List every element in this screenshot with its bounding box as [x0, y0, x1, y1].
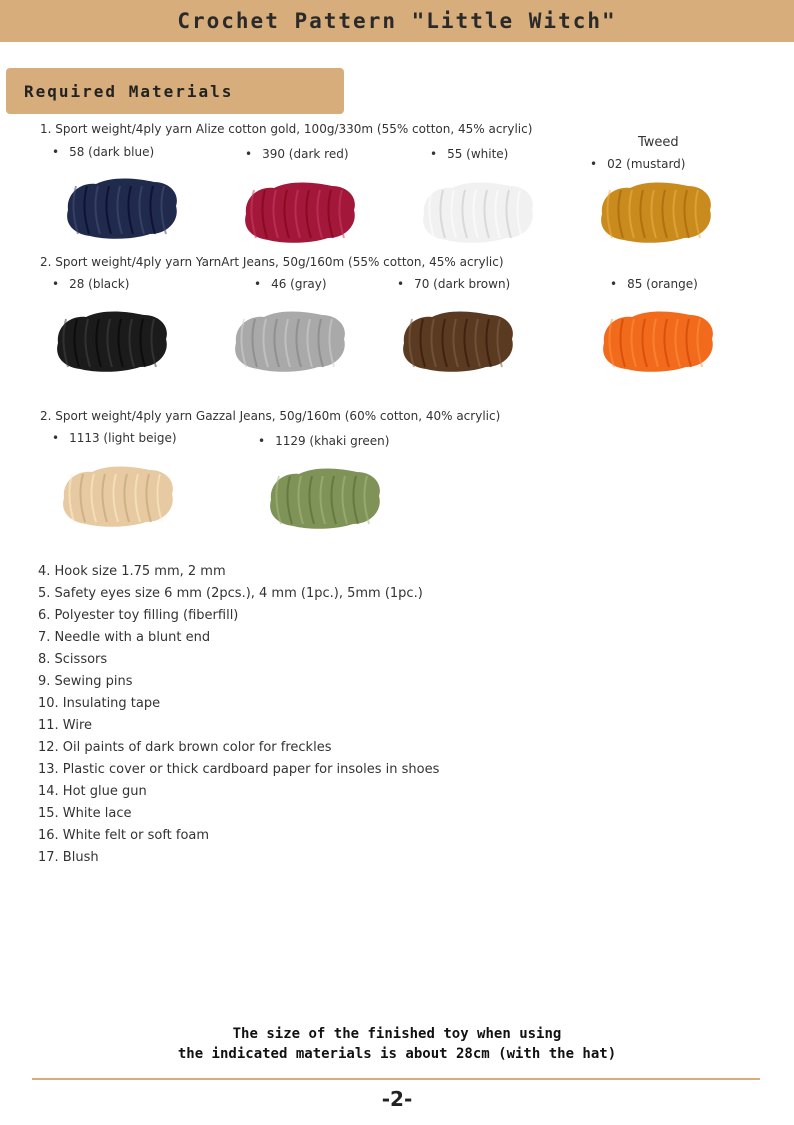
color-label-black: • 28 (black) [52, 277, 129, 291]
color-label-mustard: • 02 (mustard) [590, 157, 685, 171]
swatch-mustard [596, 176, 716, 248]
yarn-group-3-title: 2. Sport weight/4ply yarn Gazzal Jeans, 50g/160m (60% cotton, 40% acrylic) [40, 409, 501, 423]
materials-list [38, 561, 439, 869]
color-label-khaki-green: • 1129 (khaki green) [258, 434, 389, 448]
section-title: Required Materials [24, 81, 234, 101]
color-label-dark-blue: • 58 (dark blue) [52, 145, 154, 159]
color-label-orange: • 85 (orange) [610, 277, 698, 291]
yarn-group-1-title: 1. Sport weight/4ply yarn Alize cotton gold, 100g/330m (55% cotton, 45% acrylic) [40, 122, 533, 136]
color-label-white: • 55 (white) [430, 147, 508, 161]
material-item: 15. White lace [38, 806, 132, 821]
page-number: -2- [381, 1087, 413, 1111]
footer-divider [32, 1078, 760, 1080]
material-item: 7. Needle with a blunt end [38, 630, 211, 645]
material-item: 4. Hook size 1.75 mm, 2 mm [38, 564, 226, 579]
swatch-white [418, 176, 538, 248]
swatch-dark-brown [398, 305, 518, 377]
tweed-label: Tweed [638, 135, 679, 150]
color-label-light-beige: • 1113 (light beige) [52, 431, 177, 445]
section-header [6, 68, 344, 114]
material-item: 6. Polyester toy filling (fiberfill) [38, 608, 239, 623]
material-item: 13. Plastic cover or thick cardboard paper for insoles in shoes [38, 762, 440, 777]
material-item: 14. Hot glue gun [38, 784, 147, 799]
page-title: Crochet Pattern "Little Witch" [177, 9, 617, 33]
color-label-gray: • 46 (gray) [254, 277, 327, 291]
swatch-khaki-green [265, 462, 385, 534]
size-note-line-2: the indicated materials is about 28cm (with the hat) [177, 1046, 617, 1062]
title-band [0, 0, 794, 42]
material-item: 11. Wire [38, 718, 93, 733]
color-label-dark-red: • 390 (dark red) [245, 147, 349, 161]
swatch-gray [230, 305, 350, 377]
swatch-dark-red [240, 176, 360, 248]
material-item: 17. Blush [38, 850, 99, 865]
material-item: 10. Insulating tape [38, 696, 161, 711]
size-note-line-1: The size of the finished toy when using [232, 1026, 562, 1042]
material-item: 9. Sewing pins [38, 674, 133, 689]
swatch-orange [598, 305, 718, 377]
swatch-light-beige [58, 460, 178, 532]
swatch-black [52, 305, 172, 377]
material-item: 8. Scissors [38, 652, 108, 667]
material-item: 5. Safety eyes size 6 mm (2pcs.), 4 mm (1pc.), 5mm (1pc.) [38, 586, 423, 601]
yarn-group-2-title: 2. Sport weight/4ply yarn YarnArt Jeans, 50g/160m (55% cotton, 45% acrylic) [40, 255, 504, 269]
material-item: 12. Oil paints of dark brown color for freckles [38, 740, 332, 755]
color-label-dark-brown: • 70 (dark brown) [397, 277, 510, 291]
material-item: 16. White felt or soft foam [38, 828, 210, 843]
size-note [0, 1024, 794, 1064]
swatch-dark-blue [62, 172, 182, 244]
